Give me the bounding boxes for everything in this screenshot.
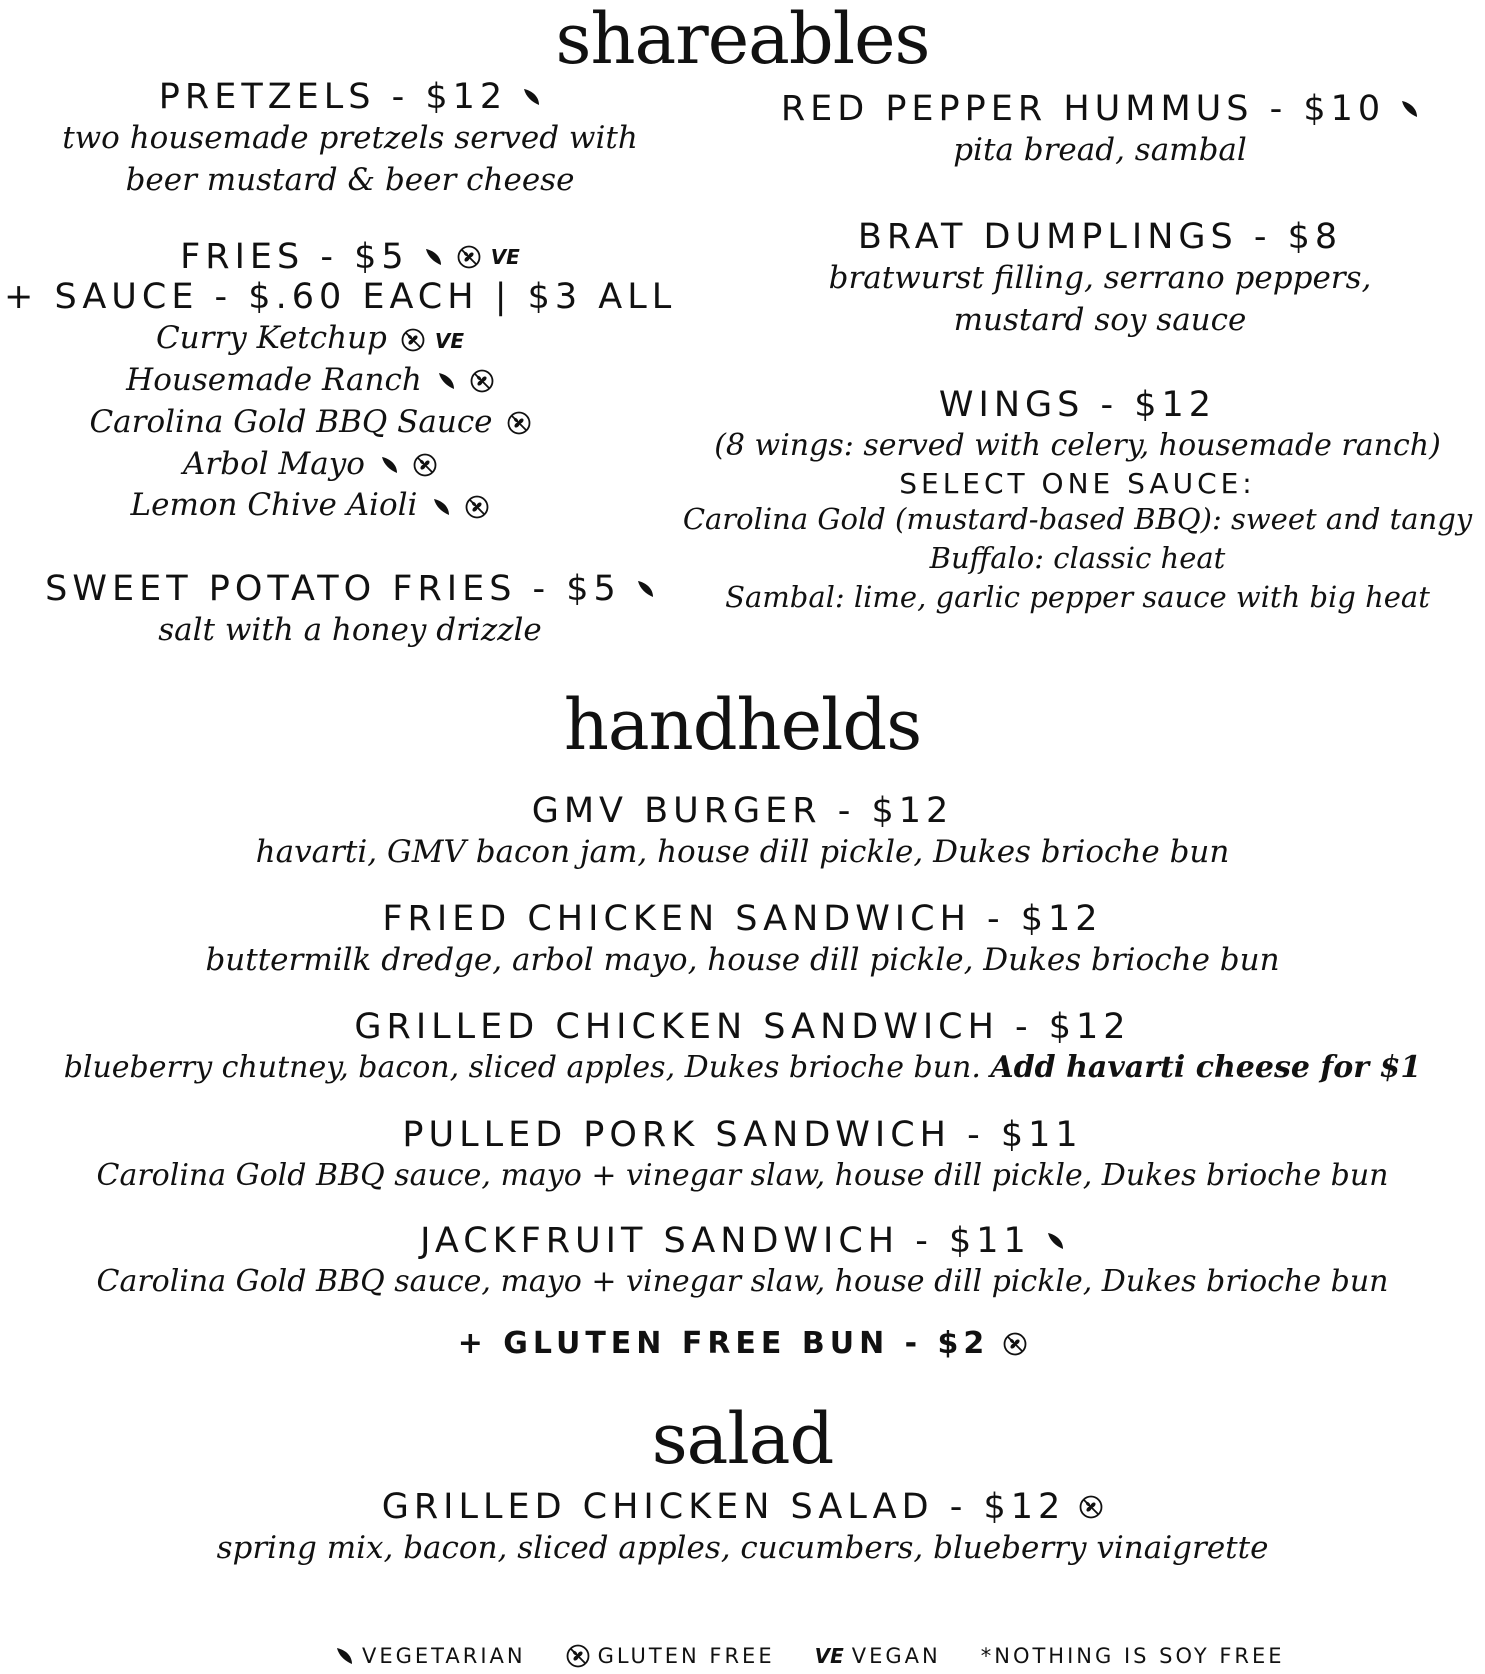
item-name: FRIES - $5 VE <box>180 237 520 277</box>
item-description: blueberry chutney, bacon, sliced apples, Dukes brioche bun. Add havarti cheese for $1 <box>63 1050 1422 1085</box>
wings-sauce-option: Buffalo: classic heat <box>929 541 1226 576</box>
leaf-icon <box>635 579 655 599</box>
menu-item-grilled-chicken-sandwich <box>0 1006 1485 1089</box>
item-name: FRIED CHICKEN SANDWICH - $12 <box>382 899 1103 939</box>
gluten-free-icon <box>566 1644 590 1668</box>
menu-item-red-pepper-hummus <box>720 88 1480 172</box>
item-name: WINGS - $12 <box>938 385 1217 425</box>
sauce-item: Housemade Ranch <box>0 360 620 402</box>
sauce-pricing: + SAUCE - $.60 EACH | $3 ALL <box>4 277 677 317</box>
menu-item-pretzels <box>0 76 700 202</box>
menu-item-gmv-burger <box>0 790 1485 874</box>
wings-sauce-option: Carolina Gold (mustard-based BBQ): sweet and tangy <box>682 502 1473 537</box>
sauce-item: Arbol Mayo <box>0 444 620 486</box>
add-on-note: Add havarti cheese for $1 <box>990 1050 1422 1085</box>
section-title-shareables: shareables <box>555 0 930 80</box>
item-name: RED PEPPER HUMMUS - $10 <box>781 88 1419 130</box>
item-description: salt with a honey drizzle <box>158 612 542 648</box>
vegan-badge: VE <box>490 245 520 269</box>
item-description: beer mustard & beer cheese <box>125 161 575 198</box>
wings-sauce-option: Sambal: lime, garlic pepper sauce with big heat <box>725 580 1430 615</box>
leaf-icon <box>431 497 451 517</box>
gluten-free-icon <box>470 369 494 393</box>
gluten-free-icon <box>1079 1495 1103 1519</box>
item-description: (8 wings: served with celery, housemade ranch) <box>714 428 1441 463</box>
section-title-handhelds: handhelds <box>563 684 922 766</box>
dietary-legend <box>334 1644 1325 1668</box>
gluten-free-icon <box>465 495 489 519</box>
legend-soy-note: *NOTHING IS SOY FREE <box>980 1644 1285 1668</box>
menu-item-grilled-chicken-salad <box>0 1486 1485 1570</box>
leaf-icon <box>334 1646 354 1666</box>
sauce-item: Curry Ketchup VE <box>155 320 465 356</box>
leaf-icon <box>379 455 399 475</box>
item-name: GRILLED CHICKEN SANDWICH - $12 <box>354 1007 1131 1047</box>
item-name: PULLED PORK SANDWICH - $11 <box>402 1115 1083 1155</box>
gluten-free-icon <box>507 411 531 435</box>
item-name: JACKFRUIT SANDWICH - $11 <box>420 1220 1065 1262</box>
item-description: havarti, GMV bacon jam, house dill pickle, Dukes brioche bun <box>255 834 1230 870</box>
gluten-free-icon <box>413 453 437 477</box>
menu-item-fried-chicken-sandwich <box>0 898 1485 982</box>
gluten-free-icon <box>457 245 481 269</box>
leaf-icon <box>521 87 541 107</box>
item-description: mustard soy sauce <box>953 301 1247 338</box>
item-name: PRETZELS - $12 <box>159 76 541 118</box>
legend-gluten-free: GLUTEN FREE <box>566 1644 775 1668</box>
item-description: two housemade pretzels served with <box>62 120 638 156</box>
menu-item-sweet-potato-fries <box>30 568 670 652</box>
item-description: Carolina Gold BBQ sauce, mayo + vinegar slaw, house dill pickle, Dukes brioche bun <box>96 1264 1389 1299</box>
gluten-free-icon <box>401 328 425 352</box>
gluten-free-bun-addon: + GLUTEN FREE BUN - $2 <box>0 1326 1485 1362</box>
menu-item-brat-dumplings <box>720 216 1480 342</box>
menu-item-wings <box>670 384 1485 618</box>
sauce-item: Carolina Gold BBQ Sauce <box>0 402 620 444</box>
menu-item-fries <box>0 236 700 278</box>
leaf-icon <box>423 247 443 267</box>
menu-item-pulled-pork-sandwich <box>0 1114 1485 1197</box>
legend-vegan: VE VEGAN <box>814 1644 941 1668</box>
leaf-icon <box>1399 99 1419 119</box>
item-name: GRILLED CHICKEN SALAD - $12 <box>382 1486 1104 1528</box>
wings-select-label: SELECT ONE SAUCE: <box>899 466 1256 500</box>
legend-vegetarian: VEGETARIAN <box>334 1644 526 1668</box>
item-name: BRAT DUMPLINGS - $8 <box>857 217 1343 257</box>
sauce-list <box>0 318 620 527</box>
leaf-icon <box>436 371 456 391</box>
sauce-item: Lemon Chive Aioli <box>0 485 620 527</box>
section-title-salad: salad <box>651 1398 834 1480</box>
leaf-icon <box>1045 1231 1065 1251</box>
menu-item-jackfruit-sandwich <box>0 1220 1485 1303</box>
item-description: bratwurst filling, serrano peppers, <box>828 260 1372 296</box>
item-description: buttermilk dredge, arbol mayo, house dill pickle, Dukes brioche bun <box>205 942 1280 978</box>
item-name: GMV BURGER - $12 <box>531 791 954 831</box>
gluten-free-icon <box>1003 1332 1027 1356</box>
vegan-badge: VE <box>434 329 465 353</box>
item-name: SWEET POTATO FRIES - $5 <box>45 568 655 610</box>
item-description: Carolina Gold BBQ sauce, mayo + vinegar slaw, house dill pickle, Dukes brioche bun <box>96 1158 1389 1193</box>
item-description: pita bread, sambal <box>953 132 1247 168</box>
item-description: spring mix, bacon, sliced apples, cucumbers, blueberry vinaigrette <box>216 1530 1269 1566</box>
